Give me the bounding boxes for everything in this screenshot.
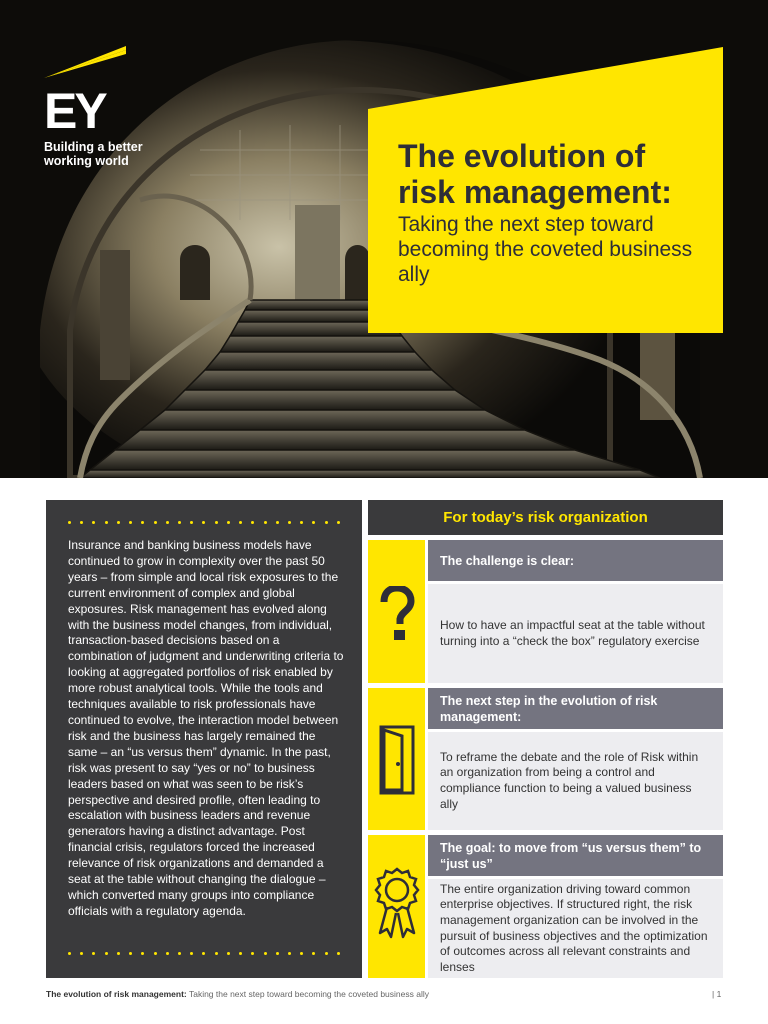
challenge-body (428, 584, 723, 683)
page-title: The evolution of risk management: (398, 138, 672, 210)
brand-tagline (44, 140, 184, 168)
goal-body-text: The entire organization driving toward common enterprise objectives. If structured right, the risk management organization can be involved in the pursuit of business objectives and the optimization of outcomes across all relevant constraints and lenses (440, 881, 708, 974)
open-door-icon (378, 724, 416, 796)
next-step-heading: The next step in the evolution of risk management: (428, 688, 723, 729)
next-step-icon-cell (368, 688, 425, 830)
ey-logo (44, 46, 164, 139)
dotted-divider-top (68, 521, 340, 525)
goal-row (368, 835, 723, 978)
intro-body-text: Insurance and banking business models have continued to grow in complexity over the past 50 years – from simple and local risk exposures to the current environment of complex and global exposures. Risk management has evolved along with the business model changes, from individual, transaction-based decisions based on a combination of judgment and underwriting criteria to looking at aggregated portfolios of risk enabled by more robust analytical tools. While the tools and techniques available to risk professionals have continued to evolve, the interaction model between risk and the business has largely remained the same – an “us versus them” dynamic. In the past, risk was present to say “yes or no” to business leaders based on what was seen to be risk’s perspective and desired profile, often leading to escalation with business leaders and revenue generators having a distinct advantage. Post financial crisis, regulators forced the increased relevance of risk organizations and demanded a seat at the table without changing the dialogue – which converted many groups into compliance officials with a regulatory agenda. (68, 538, 344, 918)
title-block (398, 138, 708, 287)
challenge-body-text: How to have an impactful seat at the table without turning into a “check the box” regulatory exercise (440, 617, 705, 648)
footer-title: The evolution of risk management: (46, 989, 187, 999)
page-subtitle: Taking the next step toward becoming the coveted business ally (398, 213, 693, 286)
page-footer (46, 989, 429, 999)
page-number: | 1 (712, 989, 722, 999)
footer-subtitle: Taking the next step toward becoming the coveted business ally (188, 989, 429, 999)
tagline-line-2: working world (44, 154, 129, 168)
question-mark-icon (376, 586, 418, 642)
risk-org-header: For today’s risk organization (368, 500, 723, 535)
challenge-icon-cell (368, 540, 425, 683)
award-ribbon-icon (374, 867, 420, 941)
ey-logo-mark-icon (44, 46, 128, 78)
hero-banner (0, 0, 768, 478)
next-step-body (428, 732, 723, 830)
ey-logo-text: EY (44, 83, 105, 139)
dotted-divider-bottom (68, 952, 340, 956)
next-step-row (368, 688, 723, 830)
intro-panel (46, 500, 362, 978)
challenge-row (368, 540, 723, 683)
next-step-body-text: To reframe the debate and the role of Risk within an organization from being a control and compliance function to being a valued business ally (440, 749, 699, 811)
tagline-line-1: Building a better (44, 140, 143, 154)
goal-body (428, 879, 723, 978)
goal-icon-cell (368, 835, 425, 978)
goal-heading: The goal: to move from “us versus them” to “just us” (428, 835, 723, 876)
challenge-heading: The challenge is clear: (428, 540, 723, 581)
